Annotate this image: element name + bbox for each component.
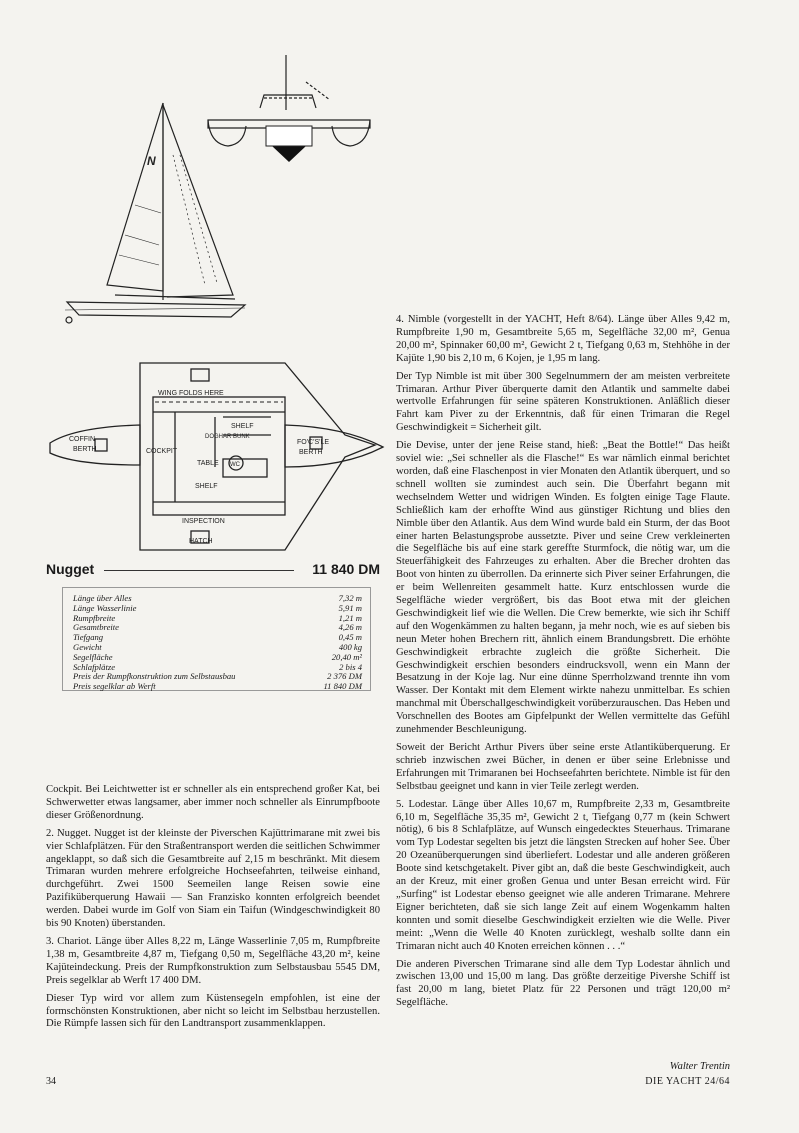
paragraph: Cockpit. Bei Leichtwetter ist er schneller als ein entsprechend großer Kat, bei Schwerwetter etwas langsamer, aber immer noch schneller als Einrumpfboote dieser Größenordnung. [46, 784, 380, 821]
spec-row: Rumpfbreite 1,21 m [73, 612, 362, 623]
front-view-drawing [200, 50, 380, 170]
paragraph: Der Typ Nimble ist mit über 300 Segelnummern der am meisten verbreitete Trimaran. Arthur Piver überquerte damit den Atlantik und sammelte dabei wertvolle Erfahrungen für seine späteren Konstruktionen. Anläßlich dieser Fahrt kam Piver zu der Erkenntnis, daß für einen Trimaran die Regel Geschwindigkeit = Sicherheit gilt. [396, 370, 730, 434]
spec-price: 11 840 DM [312, 561, 380, 577]
spec-row: Gewicht 400 kg [73, 641, 362, 652]
coffin-label: COFFIN [69, 436, 96, 443]
shelf-bottom-label: SHELF [195, 483, 218, 490]
paragraph: Die anderen Piverschen Trimarane sind alle dem Typ Lodestar ähnlich und zwischen 13,00 und 15,00 m lang. Das größte derzeitige Pivershe Schiff ist fast 20,00 m lang, bietet Platz für 22 Personen und trägt 120,00 m² Segelfläche. [396, 958, 730, 1009]
spec-row: Segelfläche 20,40 m² [73, 651, 362, 662]
spec-row: Schlafplätze 2 bis 4 [73, 661, 362, 672]
paragraph: Soweit der Bericht Arthur Pivers über seine erste Atlantiküberquerung. Er schrieb inzwischen zwei Bücher, in denen er über seine Erlebnisse und Erfahrungen mit Trimaranen bei Hochseefahrten berichtete. Nimble ist für den Selbstbau geeignet und kann in vier Teile zerlegt werden. [396, 742, 730, 792]
folc-label: FO'C'S'LE [297, 439, 330, 446]
berth-left-label: BERTH [73, 446, 97, 453]
paragraph: Die Devise, unter der jene Reise stand, hieß: „Beat the Bottle!“ Das heißt soviel wie: „Sei schneller als die Flasche!“ Es war nämlich einmal berichtet worden, daß eine Flaschenpost in vier Monaten den Atlantik überquert, und so schnell wollten sie zumindest auch sein. Die Überfahrt begann mit wechselndem Wetter und widrigen Winden. Es folgten einige Tage Flaute. Schließlich kam der erhoffte Wind aus günstiger Richtung und blies den Nimble über den Atlantik. Aus dem Wind wurde bald ein Sturm, der das Boot einer harten Belastungsprobe aussetzte. Piver und seine Crew verkleinerten die Segelfläche bis auf eine stark gereffte Sturmfock, die nötig war, um die Steuerfähigkeit des Fahrzeuges zu erhalten. Aber die Brecher drohten das Boot von hinten zu überrollen. Da erinnerte sich Piver seiner Erfahrungen, die er beim Wellenreiten gesammelt hatte. Kurz entschlossen wurde die Segelfläche wieder vergrößert, bis das Boot etwa mit der gleichen Geschwindigkeit lief wie die Wellen. Die Crew bemerkte, wie sich ihr Schiff auf den Wogenkämmen zu halten begann, ja mehr noch, wie es auf sieben bis neun Meter hohen Brechern ritt, ähnlich einem Brandungsbrett. Die erhöhte Geschwindigkeit erbrachte zugleich die größte Sicherheit. Die Geschwindigkeit erschien besonders eindrucksvoll, wenn ein Mann der Besatzung in der Koje lag. Nur eine dünne Sperrholzwand trennte ihn vom Wasser. Der Kontakt mit dem Element wirkte nahezu unmittelbar. Es schien manchmal mit Überschallgeschwindigkeit vorüberzurauschen. Das Heben und Vorschnellen des Bootes am Gipfelpunkt der Wellen vermittelte das Gefühl zunehmender Beschleunigung. [396, 440, 730, 736]
spec-row: Gesamtbreite 4,26 m [73, 622, 362, 633]
spec-rule [104, 570, 294, 571]
berth-right-label: BERTH [299, 449, 323, 456]
cockpit-label: COCKPIT [146, 448, 178, 455]
inspection-label: INSPECTION [182, 518, 225, 525]
hatch-label: HATCH [189, 538, 213, 545]
deck-plan-drawing [45, 355, 385, 560]
sail-mark: N [147, 154, 156, 168]
paragraph: Dieser Typ wird vor allem zum Küstensegeln empfohlen, ist eine der formschönsten Konstruktionen, aber nicht so leicht im Selbstbau herzustellen. Die Rümpfe lassen sich für den Landtransport zusammenklappen. [46, 992, 380, 1030]
spec-row: Länge Wasserlinie 5,91 m [73, 602, 362, 613]
author-signature: Walter Trentin [669, 1061, 730, 1072]
spec-row: Tiefgang 0,45 m [73, 632, 362, 643]
spec-row: Preis der Rumpfkonstruktion zum Selbstausbau 2 376 DM [73, 671, 362, 682]
paragraph: 2. Nugget. Nugget ist der kleinste der Piverschen Kajüttrimarane mit zwei bis vier Schlafplätzen. Für den Straßentransport werden die seitlichen Schwimmer angeklappt, so daß sich die Gesamtbreite auf 2,15 m beschränkt. Mit diesem Trimaran wurden mehrere erfolgreiche Hochseefahrten, teilweise einhand, durchgeführt. Zwei 1500 Seemeilen lange Reisen sowie eine Pazifiküberquerung Hawaii — San Franzisko konnten erfolgreich beendet werden. Dabei wurde im Golf von Siam ein Taifun (Windgeschwindigkeit 80 bis 90 Knoten) überstanden. [46, 827, 380, 930]
magazine-issue: DIE YACHT 24/64 [645, 1076, 730, 1087]
spec-table [62, 587, 371, 691]
paragraph: 5. Lodestar. Länge über Alles 10,67 m, Rumpfbreite 2,33 m, Gesamtbreite 6,10 m, Segelfläche 35,35 m², Gewicht 2 t, Tiefgang 0,77 m (kein Schwert nötig), 6 bis 8 Schlafplätze, auf Wunsch eingedecktes Steuerhaus. Trimarane vom Typ Lodestar segelten bis jetzt die längsten Strecken auf hoher See. Über 20 Ozeanüberquerungen sind überliefert. Lodestar und alle anderen größeren Boote sind ketschgetakelt. Piver gibt an, daß die beste Geschwindigkeit, auch an der Kreuz, mit einer großen Genua und unter Besan erreicht wird. Für „Surfing“ ist Lodestar ebenso geeignet wie alle anderen Trimarane. Mehrere Eigner berichteten, daß sie sich lange Zeit auf einem Wogenkamm halten konnten und somit dieselbe Geschwindigkeit erzielten wie die Welle. Piver meint: „Wenn die Welle 40 Knoten zurücklegt, weshalb sollte dann ein Trimaran nicht auch 40 Knoten erreichen können . . .“ [396, 798, 730, 952]
paragraph: 4. Nimble (vorgestellt in der YACHT, Heft 8/64). Länge über Alles 9,42 m, Rumpfbreite 1,90 m, Gesamtbreite 5,65 m, Segelfläche 32,00 m², Genua 20,00 m², Spinnaker 60,00 m², Gewicht 2 t, Tiefgang 0,63 m, Stehhöhe in der Kajüte 1,90 bis 2,10 m, 6 Kojen, je 1,95 m lang. [396, 314, 730, 364]
paragraph: 3. Chariot. Länge über Alles 8,22 m, Länge Wasserlinie 7,05 m, Rumpfbreite 1,38 m, Gesamtbreite 4,87 m, Tiefgang 0,50 m, Segelfläche 43,20 m², keine Kajüteindeckung. Preis der Rumpfkonstruktion zum Selbstausbau 5545 DM, Preis segelklar ab Werft 17 400 DM. [46, 935, 380, 986]
table-label: TABLE [197, 460, 219, 467]
wing-folds-label: WING FOLDS HERE [158, 390, 224, 397]
shelf-top-label: SHELF [231, 423, 254, 430]
spec-row: Preis segelklar ab Werft 11 840 DM [73, 681, 362, 692]
doghouse-label: DOGHAR BUNK [205, 434, 250, 440]
right-column [396, 314, 730, 1015]
left-column [46, 784, 380, 1036]
page-number: 34 [46, 1076, 56, 1087]
spec-row: Länge über Alles 7,32 m [73, 593, 362, 603]
spec-name: Nugget [46, 561, 95, 577]
wc-label: WC [230, 462, 240, 468]
